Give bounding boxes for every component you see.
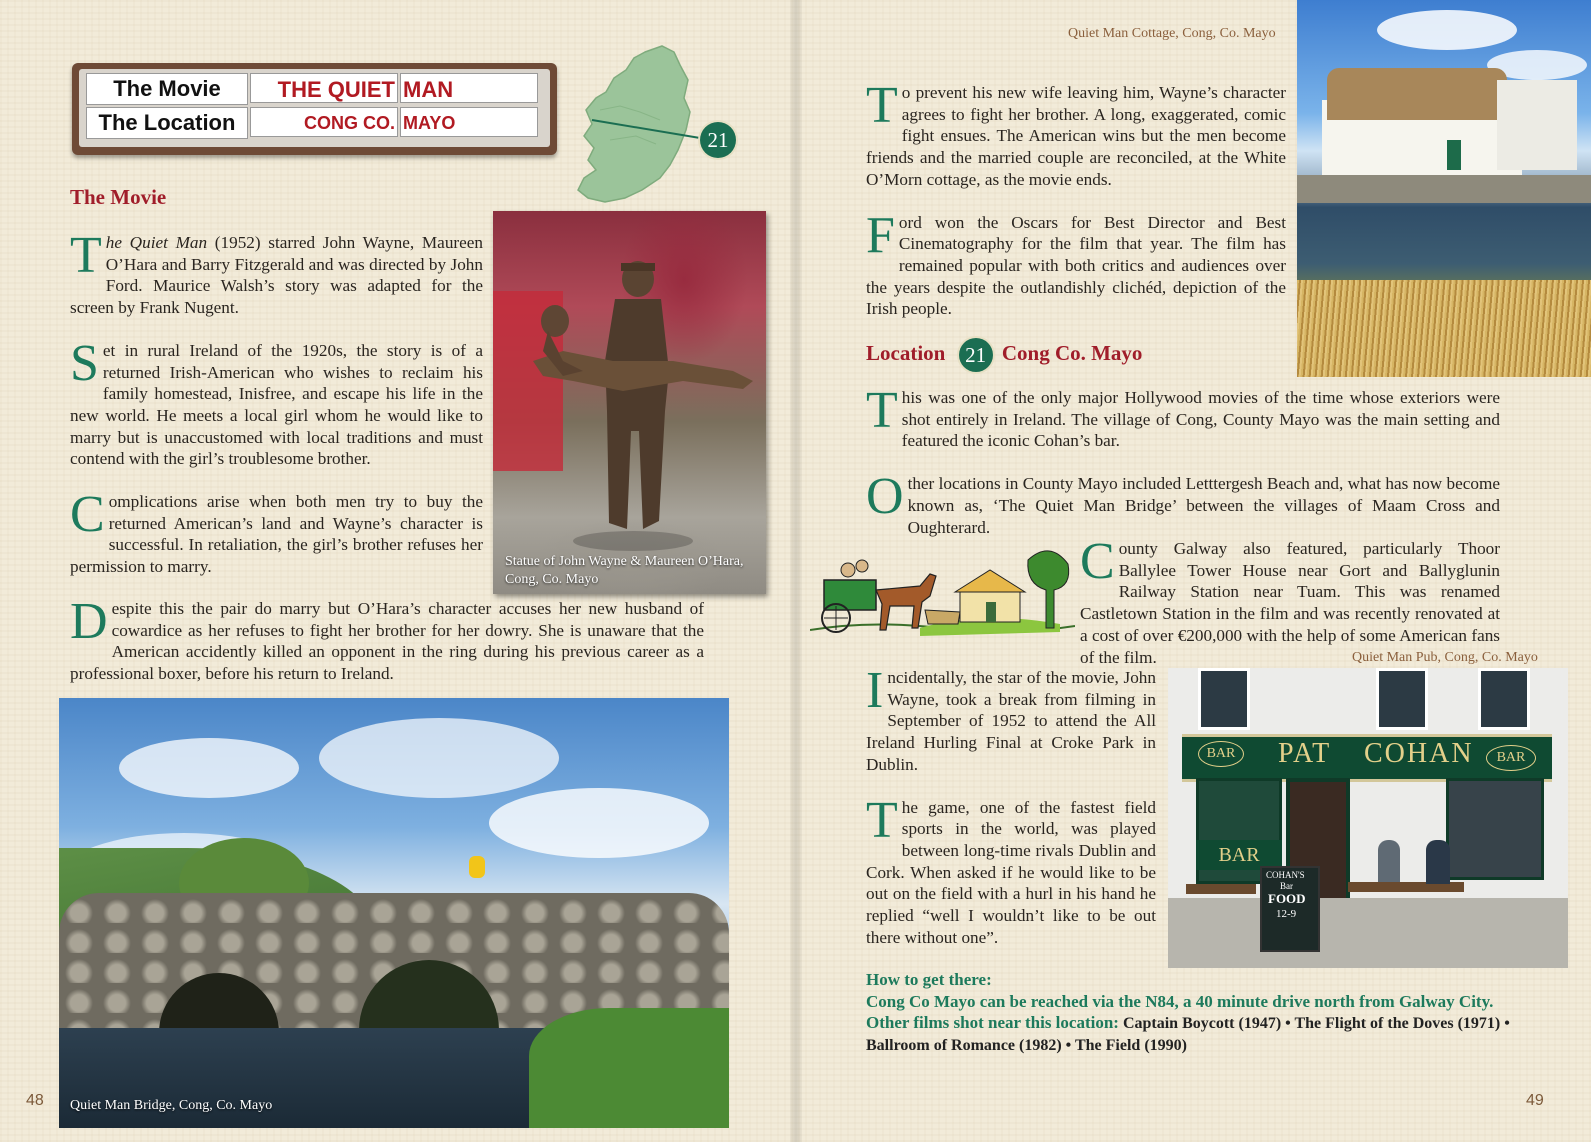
right-top-text — [866, 77, 1286, 320]
marquee-location-label: The Location — [86, 107, 248, 139]
paragraph-hollywood — [866, 382, 1500, 452]
paragraph-text: ord won the Oscars for Best Director and Best Cinematography for the film that year. The film has remained popular with both critics and audiences over the years despite the outlandishly clichéd, depiction of the Irish people. — [866, 212, 1286, 319]
page-gutter — [790, 0, 802, 1142]
drop-cap: S — [70, 334, 99, 392]
paragraph-text: ounty Galway also featured, particularly Thoor Ballylee Tower House near Gort and Ballyglunin Railway Station near Tuam. This was renamed Castletown Station in the film and was recently renovated at a cost of over €200,000 with the help of some American fans of the film. — [1080, 539, 1500, 667]
paragraph-oscars — [866, 206, 1286, 321]
right-galway-text — [1080, 533, 1500, 668]
drop-cap: D — [70, 593, 108, 650]
pub-caption: Quiet Man Pub, Cong, Co. Mayo — [1352, 650, 1538, 665]
paragraph-text: his was one of the only major Hollywood movies of the time whose exteriors were shot entirely in Ireland. The village of Cong, County Mayo was the main setting and featured the iconic Cohan’s bar. — [901, 388, 1500, 451]
location-heading-label: Location — [866, 340, 946, 365]
statue-figure-icon — [493, 211, 766, 594]
paragraph-fight — [866, 77, 1286, 191]
paragraph-other-locations — [866, 468, 1500, 538]
right-mid-text — [866, 382, 1500, 538]
paragraph-complications — [70, 486, 483, 578]
paragraph-text: omplications arise when both men try to buy the returned American’s land and Wayne’s character is successful. In retaliation, the girl’s brother refuses her permission to marry. — [70, 492, 483, 577]
pub-sign-name-1: PAT — [1278, 738, 1332, 769]
drop-cap: T — [866, 77, 898, 134]
right-hurling-text — [866, 662, 1156, 948]
other-films-text-1: Captain Boycott (1947) • The Flight of the Doves (1971) • — [1118, 1015, 1510, 1032]
paragraph-text: ther locations in County Mayo included Letttergesh Beach and, what has now become known as, ‘The Quiet Man Bridge’ between the villages of Maam Cross and Oughterard. — [907, 474, 1500, 537]
location-name: Cong Co. Mayo — [1001, 340, 1143, 365]
paragraph-incidentally — [866, 662, 1156, 776]
pub-board-line-1: COHAN'S — [1266, 870, 1305, 880]
paragraph-intro — [70, 227, 483, 319]
page-number-left: 48 — [26, 1092, 44, 1109]
pub-sign-bar-left: BAR — [1198, 741, 1244, 767]
pub-sign-bar-right: BAR — [1486, 745, 1536, 771]
how-text: Cong Co Mayo can be reached via the N84, a 40 minute drive north from Galway City. — [866, 991, 1494, 1011]
drop-cap: O — [866, 468, 904, 526]
statue-photo — [493, 211, 766, 594]
paragraph-text: ncidentally, the star of the movie, John Wayne, took a break from filming in September of 1952 to attend the All Ireland Hurling Final at Croke Park in Dublin. — [866, 668, 1156, 774]
horse-cart-illustration — [810, 540, 1075, 650]
how-label: How to get there: — [866, 970, 992, 989]
left-column-text — [70, 227, 483, 578]
other-films — [866, 1012, 1546, 1035]
marquee-movie-title-a: THE QUIET — [250, 73, 398, 103]
horse-and-cart-icon — [810, 540, 1075, 650]
drop-cap: I — [866, 662, 884, 719]
marquee-movie-label: The Movie — [86, 73, 248, 105]
paragraph-text: et in rural Ireland of the 1920s, the story is of a returned Irish-American who wishes to reclaim his family homestead, Inisfree, and escape his life in the new world. He meets a local girl whom he would like to marry but is unaccustomed with local traditions and must contend with the girl’s troublesome brother. — [70, 340, 483, 469]
map-location-badge: 21 — [700, 122, 736, 158]
other-films-text-2: Ballroom of Romance (1982) • The Field (1990) — [866, 1036, 1187, 1054]
bridge-caption: Quiet Man Bridge, Cong, Co. Mayo — [70, 1098, 273, 1113]
page-number-right: 49 — [1526, 1092, 1544, 1109]
cottage-photo — [1297, 0, 1591, 377]
drop-cap: F — [866, 206, 895, 264]
film-title-italic: he Quiet Man — [105, 233, 208, 252]
how-to-get-there — [866, 969, 1546, 1056]
pub-sign-name-2: COHAN — [1364, 738, 1474, 769]
pub-photo — [1168, 668, 1568, 968]
paragraph-despite — [70, 593, 704, 685]
other-films-label: Other films shot near this location: — [866, 1013, 1119, 1032]
movie-heading: The Movie — [70, 185, 167, 209]
paragraph-setting — [70, 334, 483, 470]
statue-caption-line-2: Cong, Co. Mayo — [505, 572, 599, 587]
marquee-location-a: CONG CO. — [250, 107, 398, 137]
paragraph-text: espite this the pair do marry but O’Hara’s character accuses her new husband of cowardice as her refuses to fight her brother for her dowry. She is unaware that the American accidently killed an opponent in the ring during his previous career as a professional boxer, before his return to Ireland. — [70, 599, 704, 684]
drop-cap: T — [70, 227, 102, 284]
pub-lower-bar-sign: BAR — [1196, 840, 1282, 870]
statue-caption-line-1: Statue of John Wayne & Maureen O’Hara, — [505, 554, 744, 569]
paragraph-hurling — [866, 791, 1156, 949]
ireland-map — [570, 40, 770, 210]
drop-cap: C — [1080, 533, 1115, 590]
movie-marquee-sign — [72, 63, 557, 155]
pub-board-line-3: FOOD — [1268, 891, 1306, 906]
drop-cap: T — [866, 382, 898, 439]
paragraph-text: (1952) starred John Wayne, Maureen O’Hara and Barry Fitzgerald and was directed by John Ford. Maurice Walsh’s story was adapted for the screen by Frank Nugent. — [70, 233, 483, 318]
left-wide-text — [70, 593, 704, 685]
bridge-photo — [59, 698, 729, 1128]
location-heading — [866, 338, 1142, 372]
paragraph-galway — [1080, 533, 1500, 668]
drop-cap: T — [866, 791, 898, 849]
paragraph-text: he game, one of the fastest field sports in the world, was played between long-time rivals Dublin and Cork. When asked if he would like to be out on the field with a hurl in his hand he replied “well I wouldn’t like to be out there without one”. — [866, 797, 1156, 947]
drop-cap: C — [70, 486, 105, 544]
pub-board-line-2: Bar — [1280, 881, 1293, 891]
marquee-location-b: MAYO — [400, 107, 538, 137]
paragraph-text: o prevent his new wife leaving him, Wayne’s character agrees to fight her brother. A long, exaggerated, comic fight ensues. The American wins but the men become friends and the married couple are reconciled, at the White O’Morn cottage, as the movie ends. — [866, 83, 1286, 189]
ireland-map-icon — [570, 40, 770, 210]
pub-board-line-4: 12-9 — [1276, 908, 1297, 920]
cottage-caption: Quiet Man Cottage, Cong, Co. Mayo — [1068, 26, 1276, 41]
marquee-movie-title-b: MAN — [400, 73, 538, 103]
location-badge: 21 — [959, 338, 993, 372]
